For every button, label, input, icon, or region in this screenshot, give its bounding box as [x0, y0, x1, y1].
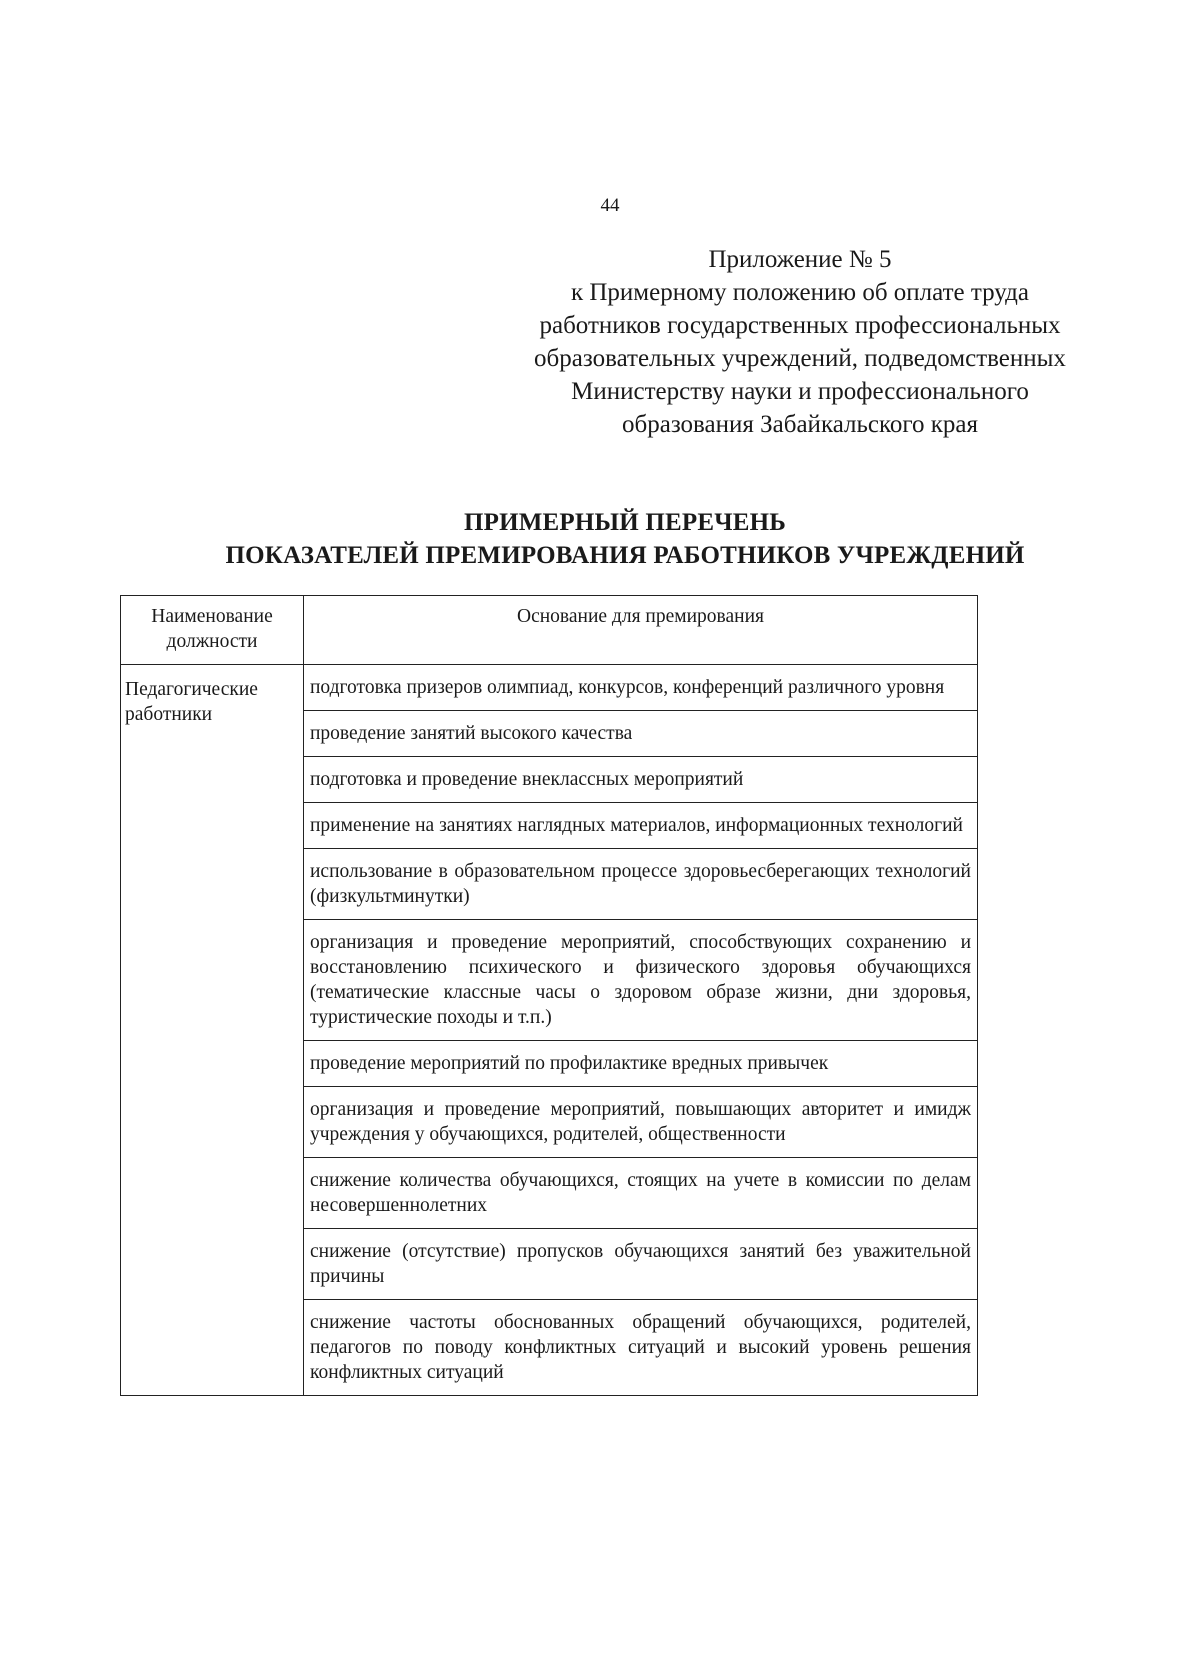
- bonus-criteria-table: [120, 595, 978, 1396]
- appendix-line: образования Забайкальского края: [622, 411, 978, 438]
- appendix-line: работников государственных профессиональных: [539, 312, 1061, 339]
- criterion-cell: организация и проведение мероприятий, способствующих сохранению и восстановлению психического и физического здоровья обучающихся (тематические классные часы о здоровом образе жизни, дни здоровья, туристические походы и т.п.): [304, 920, 978, 1041]
- criterion-cell: подготовка призеров олимпиад, конкурсов, конференций различного уровня: [304, 665, 978, 711]
- table-row: [121, 665, 978, 711]
- criterion-cell: снижение (отсутствие) пропусков обучающихся занятий без уважительной причины: [304, 1229, 978, 1300]
- appendix-line: образовательных учреждений, подведомственных: [534, 345, 1066, 372]
- criterion-cell: использование в образовательном процессе здоровьесберегающих технологий (физкультминутки): [304, 849, 978, 920]
- criterion-cell: снижение количества обучающихся, стоящих на учете в комиссии по делам несовершеннолетних: [304, 1158, 978, 1229]
- document-title: [100, 506, 1150, 572]
- title-line-1: ПРИМЕРНЫЙ ПЕРЕЧЕНЬ: [463, 509, 787, 536]
- criterion-cell: применение на занятиях наглядных материалов, информационных технологий: [304, 803, 978, 849]
- position-cell: Педагогические работники: [121, 665, 304, 1396]
- criterion-cell: проведение мероприятий по профилактике вредных привычек: [304, 1041, 978, 1087]
- appendix-reference: [500, 243, 1100, 441]
- criterion-cell: организация и проведение мероприятий, повышающих авторитет и имидж учреждения у обучающихся, родителей, общественности: [304, 1087, 978, 1158]
- table-header-row: [121, 596, 978, 665]
- criterion-cell: подготовка и проведение внеклассных мероприятий: [304, 757, 978, 803]
- appendix-line: Приложение № 5: [708, 246, 892, 273]
- title-line-2: ПОКАЗАТЕЛЕЙ ПРЕМИРОВАНИЯ РАБОТНИКОВ УЧРЕЖДЕНИЙ: [225, 542, 1025, 569]
- header-position: Наименование должности: [121, 596, 304, 665]
- page-number: 44: [600, 195, 620, 216]
- header-basis: Основание для премирования: [304, 596, 978, 665]
- criterion-cell: проведение занятий высокого качества: [304, 711, 978, 757]
- criterion-cell: снижение частоты обоснованных обращений обучающихся, родителей, педагогов по поводу конфликтных ситуаций и высокий уровень решения конфликтных ситуаций: [304, 1300, 978, 1396]
- appendix-line: к Примерному положению об оплате труда: [570, 279, 1030, 306]
- appendix-line: Министерству науки и профессионального: [571, 378, 1029, 405]
